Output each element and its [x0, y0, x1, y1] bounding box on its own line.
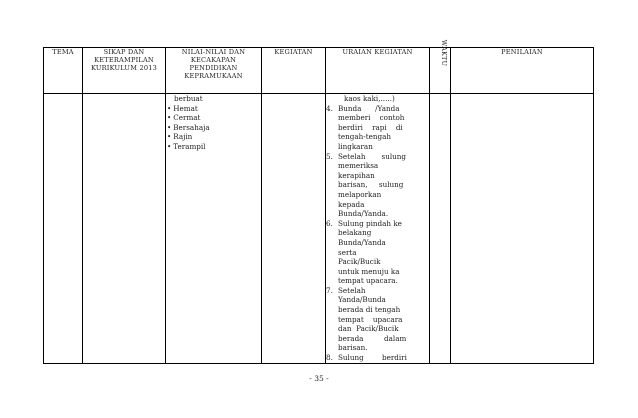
values-list [166, 94, 261, 152]
cell-penilaian [451, 94, 594, 364]
header-waktu: WAKTU [430, 48, 451, 94]
step-line: Bunda /Yanda [338, 103, 400, 113]
step-line: kepada [338, 199, 365, 209]
step-line: Setelah [338, 285, 366, 295]
list-item: • Cermat [167, 113, 201, 123]
step-line: Setelah sulung [338, 151, 407, 161]
bullet-icon: • [167, 103, 172, 113]
values-continuation: berbuat [174, 94, 203, 103]
step-line: kerapihan [338, 170, 375, 180]
step-line: lingkaran [338, 141, 373, 151]
step-line: serta [338, 247, 357, 257]
step-line: Pacik/Bucik [338, 257, 381, 267]
header-kegiatan: KEGIATAN [262, 48, 326, 94]
content-row [44, 94, 594, 364]
step-line: memberi contoh [338, 113, 405, 123]
step-number: 5. [326, 151, 333, 161]
bullet-icon: • [167, 132, 172, 142]
uraian-step [326, 104, 429, 152]
page-number: - 35 - [309, 374, 329, 383]
uraian-step [326, 152, 429, 219]
step-line: tempat upacara [338, 314, 403, 324]
header-tema: TEMA [44, 48, 83, 94]
step-line: tengah-tengah [338, 132, 392, 142]
step-line: Sulung pindah ke [338, 218, 402, 228]
bullet-icon: • [167, 122, 172, 132]
step-number: 4. [326, 103, 333, 113]
lesson-table [43, 39, 594, 364]
cell-uraian [326, 94, 430, 364]
uraian-step [326, 286, 429, 353]
uraian-continuation: kaos kaki,.....) [344, 94, 395, 103]
uraian-steps [326, 104, 429, 363]
cell-kegiatan [262, 94, 326, 364]
step-line: melaporkan [338, 189, 382, 199]
header-nilai: NILAI-NILAI DAN KECAKAPAN PENDIDIKAN KEPRAMUKAAN [166, 48, 262, 94]
bullet-icon: • [167, 113, 172, 123]
cell-waktu [430, 94, 451, 364]
uraian-step [326, 353, 429, 363]
step-line: tempat upacara. [338, 276, 398, 286]
step-line: memeriksa [338, 161, 379, 171]
step-text [338, 152, 429, 219]
step-text [338, 286, 429, 353]
step-line: Bunda/Yanda. [338, 209, 389, 219]
list-item: • Hemat [167, 103, 198, 113]
step-line: Sulung berdiri [338, 353, 407, 363]
header-uraian: URAIAN KEGIATAN [326, 48, 430, 94]
cell-nilai [166, 94, 262, 364]
header-penilaian: PENILAIAN [451, 48, 594, 94]
step-text [338, 219, 429, 286]
list-item: • Bersahaja [167, 122, 210, 132]
header-sikap: SIKAP DAN KETERAMPILAN KURIKULUM 2013 [83, 48, 166, 94]
list-item: • Terampil [167, 141, 206, 151]
step-text [338, 353, 429, 363]
step-line: berada di tengah [338, 305, 401, 315]
step-number: 8. [326, 353, 333, 363]
step-line: berada dalam [338, 333, 407, 343]
step-number: 6. [326, 218, 333, 228]
step-line: berdiri rapi di [338, 122, 403, 132]
step-number: 7. [326, 285, 333, 295]
header-row [44, 48, 594, 94]
step-line: belakang [338, 228, 372, 238]
cell-sikap [83, 94, 166, 364]
step-text [338, 104, 429, 152]
step-line: untuk menuju ka [338, 266, 400, 276]
step-line: barisan. [338, 343, 368, 353]
step-line: barisan, sulung [338, 180, 404, 190]
bullet-icon: • [167, 141, 172, 151]
cell-tema [44, 94, 83, 364]
step-line: Bunda/Yanda [338, 237, 386, 247]
step-line: dan Pacik/Bucik [338, 324, 399, 334]
step-line: Yanda/Bunda [338, 295, 386, 305]
uraian-step [326, 219, 429, 286]
list-item: • Rajin [167, 132, 193, 142]
